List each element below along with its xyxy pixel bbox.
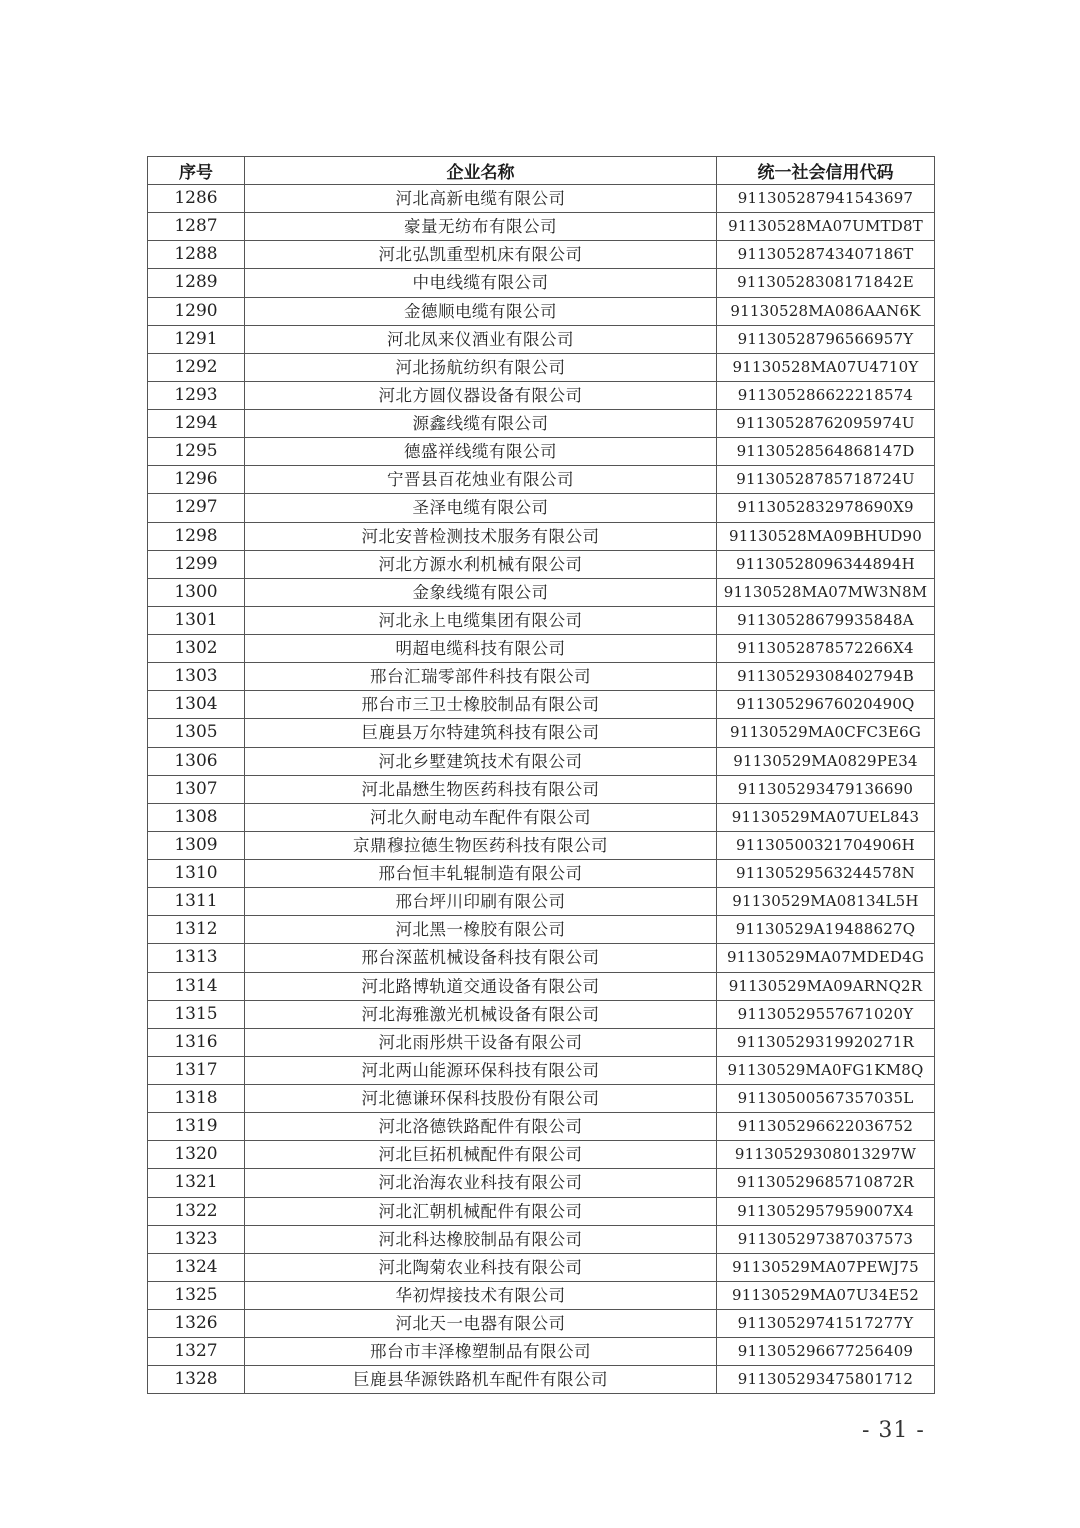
row-company-name: 河北路博轨道交通设备有限公司 bbox=[245, 972, 717, 1000]
row-seq: 1290 bbox=[148, 297, 245, 325]
table-row bbox=[148, 775, 935, 803]
table-row bbox=[148, 494, 935, 522]
row-seq: 1291 bbox=[148, 325, 245, 353]
row-company-name: 邢台市丰泽橡塑制品有限公司 bbox=[245, 1338, 717, 1366]
row-company-name: 河北陶菊农业科技有限公司 bbox=[245, 1253, 717, 1281]
row-seq: 1305 bbox=[148, 719, 245, 747]
row-seq: 1298 bbox=[148, 522, 245, 550]
row-seq: 1299 bbox=[148, 550, 245, 578]
row-company-name: 河北永上电缆集团有限公司 bbox=[245, 606, 717, 634]
table-row bbox=[148, 1253, 935, 1281]
row-company-name: 河北洛德铁路配件有限公司 bbox=[245, 1113, 717, 1141]
row-credit-code: 91130500321704906H bbox=[717, 831, 935, 859]
row-seq: 1315 bbox=[148, 1000, 245, 1028]
table-row bbox=[148, 719, 935, 747]
row-seq: 1324 bbox=[148, 1253, 245, 1281]
row-seq: 1322 bbox=[148, 1197, 245, 1225]
row-company-name: 金象线缆有限公司 bbox=[245, 578, 717, 606]
row-seq: 1327 bbox=[148, 1338, 245, 1366]
table-row bbox=[148, 325, 935, 353]
row-company-name: 河北科达橡胶制品有限公司 bbox=[245, 1225, 717, 1253]
table-row bbox=[148, 691, 935, 719]
table-row bbox=[148, 831, 935, 859]
row-company-name: 河北雨彤烘干设备有限公司 bbox=[245, 1028, 717, 1056]
row-seq: 1316 bbox=[148, 1028, 245, 1056]
row-company-name: 邢台深蓝机械设备科技有限公司 bbox=[245, 944, 717, 972]
page-number: - 31 - bbox=[862, 1418, 925, 1443]
row-seq: 1328 bbox=[148, 1366, 245, 1394]
row-company-name: 河北天一电器有限公司 bbox=[245, 1310, 717, 1338]
row-seq: 1326 bbox=[148, 1310, 245, 1338]
row-seq: 1288 bbox=[148, 241, 245, 269]
table-row bbox=[148, 1085, 935, 1113]
row-company-name: 河北德谦环保科技股份有限公司 bbox=[245, 1085, 717, 1113]
table-row bbox=[148, 297, 935, 325]
table-row bbox=[148, 466, 935, 494]
row-credit-code: 91130528564868147D bbox=[717, 438, 935, 466]
row-seq: 1292 bbox=[148, 353, 245, 381]
row-credit-code: 9113052878572266X4 bbox=[717, 635, 935, 663]
row-seq: 1321 bbox=[148, 1169, 245, 1197]
table-row bbox=[148, 1141, 935, 1169]
table-row bbox=[148, 438, 935, 466]
row-credit-code: 91130529563244578N bbox=[717, 860, 935, 888]
row-seq: 1323 bbox=[148, 1225, 245, 1253]
row-company-name: 河北安普检测技术服务有限公司 bbox=[245, 522, 717, 550]
row-company-name: 圣泽电缆有限公司 bbox=[245, 494, 717, 522]
table-row bbox=[148, 1028, 935, 1056]
row-credit-code: 91130529MA09ARNQ2R bbox=[717, 972, 935, 1000]
table-row bbox=[148, 972, 935, 1000]
row-credit-code: 91130529308013297W bbox=[717, 1141, 935, 1169]
row-seq: 1293 bbox=[148, 381, 245, 409]
row-credit-code: 9113052957959007X4 bbox=[717, 1197, 935, 1225]
row-seq: 1319 bbox=[148, 1113, 245, 1141]
table-row bbox=[148, 1113, 935, 1141]
table-row bbox=[148, 241, 935, 269]
header-credit-code: 统一社会信用代码 bbox=[717, 157, 935, 185]
row-seq: 1307 bbox=[148, 775, 245, 803]
row-seq: 1303 bbox=[148, 663, 245, 691]
row-company-name: 德盛祥线缆有限公司 bbox=[245, 438, 717, 466]
row-credit-code: 91130529MA07UEL843 bbox=[717, 803, 935, 831]
row-seq: 1295 bbox=[148, 438, 245, 466]
row-company-name: 金德顺电缆有限公司 bbox=[245, 297, 717, 325]
row-credit-code: 91130529MA07MDED4G bbox=[717, 944, 935, 972]
row-credit-code: 91130528MA09BHUD90 bbox=[717, 522, 935, 550]
row-seq: 1317 bbox=[148, 1056, 245, 1084]
row-company-name: 河北汇朝机械配件有限公司 bbox=[245, 1197, 717, 1225]
table-row bbox=[148, 1056, 935, 1084]
table-row bbox=[148, 860, 935, 888]
table-row bbox=[148, 747, 935, 775]
row-credit-code: 91130529MA07PEWJ75 bbox=[717, 1253, 935, 1281]
row-company-name: 河北扬航纺织有限公司 bbox=[245, 353, 717, 381]
row-credit-code: 91130529MA0829PE34 bbox=[717, 747, 935, 775]
row-credit-code: 91130528796566957Y bbox=[717, 325, 935, 353]
table-row bbox=[148, 803, 935, 831]
row-credit-code: 91130528096344894H bbox=[717, 550, 935, 578]
table-row bbox=[148, 353, 935, 381]
row-company-name: 河北治海农业科技有限公司 bbox=[245, 1169, 717, 1197]
row-credit-code: 91130529308402794B bbox=[717, 663, 935, 691]
table-row bbox=[148, 635, 935, 663]
company-table bbox=[147, 156, 935, 1394]
table-row bbox=[148, 578, 935, 606]
row-company-name: 河北海雅激光机械设备有限公司 bbox=[245, 1000, 717, 1028]
table-row bbox=[148, 1225, 935, 1253]
row-company-name: 河北方圆仪器设备有限公司 bbox=[245, 381, 717, 409]
table-row bbox=[148, 185, 935, 213]
row-seq: 1311 bbox=[148, 888, 245, 916]
row-credit-code: 91130529685710872R bbox=[717, 1169, 935, 1197]
row-credit-code: 91130529A19488627Q bbox=[717, 916, 935, 944]
row-credit-code: 91130528MA07UMTD8T bbox=[717, 213, 935, 241]
table-row bbox=[148, 381, 935, 409]
table-row bbox=[148, 213, 935, 241]
row-seq: 1294 bbox=[148, 410, 245, 438]
header-company-name: 企业名称 bbox=[245, 157, 717, 185]
row-seq: 1312 bbox=[148, 916, 245, 944]
table-row bbox=[148, 916, 935, 944]
row-credit-code: 911305297387037573 bbox=[717, 1225, 935, 1253]
table-row bbox=[148, 550, 935, 578]
table-row bbox=[148, 522, 935, 550]
row-credit-code: 91130529MA07U34E52 bbox=[717, 1281, 935, 1309]
row-credit-code: 91130528785718724U bbox=[717, 466, 935, 494]
row-credit-code: 91130528679935848A bbox=[717, 606, 935, 634]
row-credit-code: 91130528MA07U4710Y bbox=[717, 353, 935, 381]
table-row bbox=[148, 410, 935, 438]
row-seq: 1314 bbox=[148, 972, 245, 1000]
row-seq: 1301 bbox=[148, 606, 245, 634]
row-company-name: 河北巨拓机械配件有限公司 bbox=[245, 1141, 717, 1169]
table-row bbox=[148, 1338, 935, 1366]
row-seq: 1318 bbox=[148, 1085, 245, 1113]
row-seq: 1310 bbox=[148, 860, 245, 888]
row-company-name: 邢台坪川印刷有限公司 bbox=[245, 888, 717, 916]
row-company-name: 邢台恒丰轧辊制造有限公司 bbox=[245, 860, 717, 888]
table-row bbox=[148, 944, 935, 972]
row-credit-code: 91130500567357035L bbox=[717, 1085, 935, 1113]
row-seq: 1304 bbox=[148, 691, 245, 719]
row-company-name: 河北久耐电动车配件有限公司 bbox=[245, 803, 717, 831]
row-company-name: 源鑫线缆有限公司 bbox=[245, 410, 717, 438]
row-company-name: 河北方源水利机械有限公司 bbox=[245, 550, 717, 578]
row-credit-code: 911305296677256409 bbox=[717, 1338, 935, 1366]
row-credit-code: 911305293479136690 bbox=[717, 775, 935, 803]
row-credit-code: 91130529557671020Y bbox=[717, 1000, 935, 1028]
row-company-name: 明超电缆科技有限公司 bbox=[245, 635, 717, 663]
row-company-name: 巨鹿县万尔特建筑科技有限公司 bbox=[245, 719, 717, 747]
table-row bbox=[148, 1281, 935, 1309]
row-seq: 1287 bbox=[148, 213, 245, 241]
row-seq: 1300 bbox=[148, 578, 245, 606]
row-seq: 1286 bbox=[148, 185, 245, 213]
row-company-name: 中电线缆有限公司 bbox=[245, 269, 717, 297]
row-company-name: 河北晶懋生物医药科技有限公司 bbox=[245, 775, 717, 803]
row-company-name: 邢台市三卫士橡胶制品有限公司 bbox=[245, 691, 717, 719]
row-company-name: 京鼎穆拉德生物医药科技有限公司 bbox=[245, 831, 717, 859]
table-row bbox=[148, 1310, 935, 1338]
row-credit-code: 911305286622218574 bbox=[717, 381, 935, 409]
row-credit-code: 91130528MA086AAN6K bbox=[717, 297, 935, 325]
table-row bbox=[148, 888, 935, 916]
row-credit-code: 91130528762095974U bbox=[717, 410, 935, 438]
row-seq: 1296 bbox=[148, 466, 245, 494]
row-seq: 1289 bbox=[148, 269, 245, 297]
row-company-name: 河北两山能源环保科技有限公司 bbox=[245, 1056, 717, 1084]
row-seq: 1302 bbox=[148, 635, 245, 663]
row-credit-code: 91130528MA07MW3N8M bbox=[717, 578, 935, 606]
row-credit-code: 91130528743407186T bbox=[717, 241, 935, 269]
table-row bbox=[148, 606, 935, 634]
row-credit-code: 91130529319920271R bbox=[717, 1028, 935, 1056]
row-company-name: 河北高新电缆有限公司 bbox=[245, 185, 717, 213]
table-header-row bbox=[148, 157, 935, 185]
row-credit-code: 91130529MA0CFC3E6G bbox=[717, 719, 935, 747]
row-company-name: 河北乡墅建筑技术有限公司 bbox=[245, 747, 717, 775]
row-credit-code: 91130528308171842E bbox=[717, 269, 935, 297]
row-company-name: 邢台汇瑞零部件科技有限公司 bbox=[245, 663, 717, 691]
row-credit-code: 91130529MA08134L5H bbox=[717, 888, 935, 916]
row-credit-code: 9113052832978690X9 bbox=[717, 494, 935, 522]
table-row bbox=[148, 663, 935, 691]
row-seq: 1313 bbox=[148, 944, 245, 972]
table-row bbox=[148, 1197, 935, 1225]
row-seq: 1308 bbox=[148, 803, 245, 831]
row-company-name: 河北凤来仪酒业有限公司 bbox=[245, 325, 717, 353]
row-credit-code: 911305296622036752 bbox=[717, 1113, 935, 1141]
table-row bbox=[148, 269, 935, 297]
row-company-name: 华初焊接技术有限公司 bbox=[245, 1281, 717, 1309]
row-credit-code: 91130529MA0FG1KM8Q bbox=[717, 1056, 935, 1084]
row-seq: 1325 bbox=[148, 1281, 245, 1309]
row-company-name: 巨鹿县华源铁路机车配件有限公司 bbox=[245, 1366, 717, 1394]
row-seq: 1320 bbox=[148, 1141, 245, 1169]
row-credit-code: 911305293475801712 bbox=[717, 1366, 935, 1394]
table-body bbox=[148, 185, 935, 1394]
row-company-name: 河北黑一橡胶有限公司 bbox=[245, 916, 717, 944]
table-row bbox=[148, 1366, 935, 1394]
row-credit-code: 911305287941543697 bbox=[717, 185, 935, 213]
row-seq: 1306 bbox=[148, 747, 245, 775]
row-company-name: 豪量无纺布有限公司 bbox=[245, 213, 717, 241]
row-credit-code: 91130529741517277Y bbox=[717, 1310, 935, 1338]
row-seq: 1309 bbox=[148, 831, 245, 859]
row-credit-code: 91130529676020490Q bbox=[717, 691, 935, 719]
table-row bbox=[148, 1000, 935, 1028]
header-seq: 序号 bbox=[148, 157, 245, 185]
row-company-name: 宁晋县百花烛业有限公司 bbox=[245, 466, 717, 494]
row-company-name: 河北弘凯重型机床有限公司 bbox=[245, 241, 717, 269]
row-seq: 1297 bbox=[148, 494, 245, 522]
table-row bbox=[148, 1169, 935, 1197]
